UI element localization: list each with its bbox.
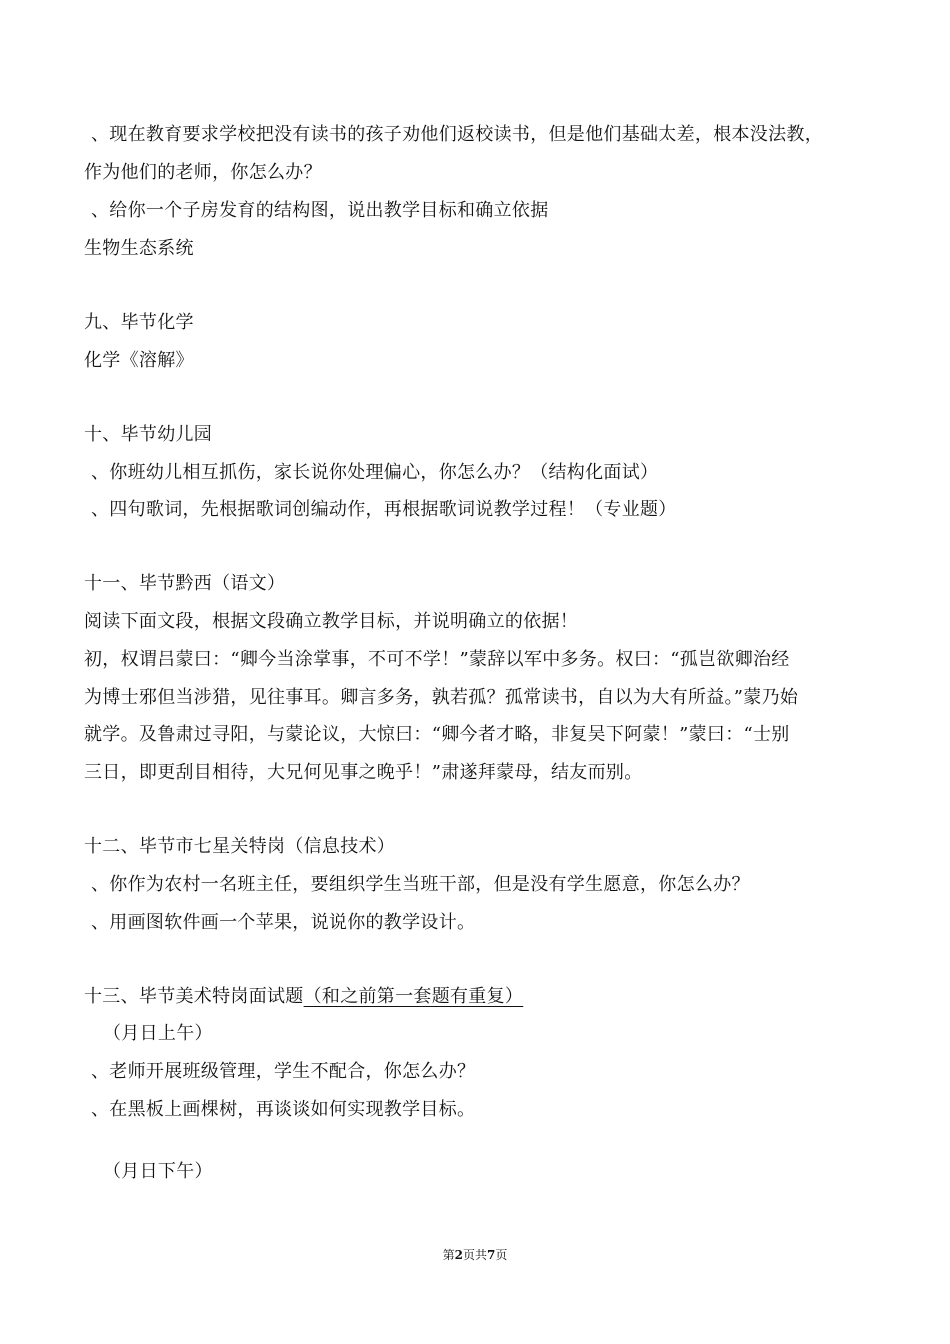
footer-middle: 页共: [462, 1248, 487, 1262]
chinese-heading: 十一、毕节黔西（语文）: [84, 573, 286, 594]
passage-line-1: 初，权谓吕蒙曰：“卿今当涂掌事，不可不学！”蒙辞以军中多务。权曰：“孤岂欲卿治经: [84, 649, 790, 670]
bio-topic: 生物生态系统: [84, 238, 194, 259]
passage-line-3: 就学。及鲁肃过寻阳，与蒙论议，大惊曰：“卿今者才略，非复吴下阿蒙！”蒙曰：“士别: [84, 724, 790, 745]
chem-heading: 九、毕节化学: [84, 312, 194, 333]
art-morning-session: （月日上午）: [103, 1023, 213, 1044]
kinder-question-1: 、你班幼儿相互抓伤，家长说你处理偏心，你怎么办？（结构化面试）: [91, 462, 659, 483]
it-heading: 十二、毕节市七星关特岗（信息技术）: [84, 836, 396, 857]
kinder-heading: 十、毕节幼儿园: [84, 424, 213, 445]
footer-current-page: 2: [454, 1248, 463, 1262]
footer-prefix: 第: [442, 1248, 455, 1262]
passage-line-4: 三日，即更刮目相待，大兄何见事之晚乎！”肃遂拜蒙母，结友而别。: [84, 762, 643, 783]
footer-suffix: 页: [495, 1248, 508, 1262]
passage-line-2: 为博士邪但当涉猎，见往事耳。卿言多务，孰若孤？孤常读书，自以为大有所益。”蒙乃始: [84, 687, 799, 708]
art-question-2: 、在黑板上画棵树，再谈谈如何实现教学目标。: [91, 1099, 476, 1120]
chem-topic: 化学《溶解》: [84, 350, 194, 371]
art-afternoon-session: （月日下午）: [103, 1161, 213, 1182]
art-heading-line: [84, 984, 523, 1010]
page-footer: [0, 1247, 950, 1263]
art-heading-note: （和之前第一套题有重复）: [303, 986, 524, 1007]
it-question-2: 、用画图软件画一个苹果，说说你的教学设计。: [91, 912, 476, 933]
chinese-instruction: 阅读下面文段，根据文段确立教学目标，并说明确立的依据！: [84, 611, 579, 632]
it-question-1: 、你作为农村一名班主任，要组织学生当班干部，但是没有学生愿意，你怎么办？: [91, 874, 750, 895]
kinder-question-2: 、四句歌词，先根据歌词创编动作，再根据歌词说教学过程！（专业题）: [91, 499, 677, 520]
art-heading: 十三、毕节美术特岗面试题: [84, 986, 304, 1007]
art-question-1: 、老师开展班级管理，学生不配合，你怎么办？: [91, 1061, 476, 1082]
bio-question-1-line-1: 、现在教育要求学校把没有读书的孩子劝他们返校读书，但是他们基础太差，根本没法教，: [91, 124, 823, 145]
bio-question-1-line-2: 作为他们的老师，你怎么办？: [84, 162, 322, 183]
bio-question-2: 、给你一个子房发育的结构图，说出教学目标和确立依据: [91, 200, 549, 221]
footer-total-pages: 7: [487, 1248, 496, 1262]
